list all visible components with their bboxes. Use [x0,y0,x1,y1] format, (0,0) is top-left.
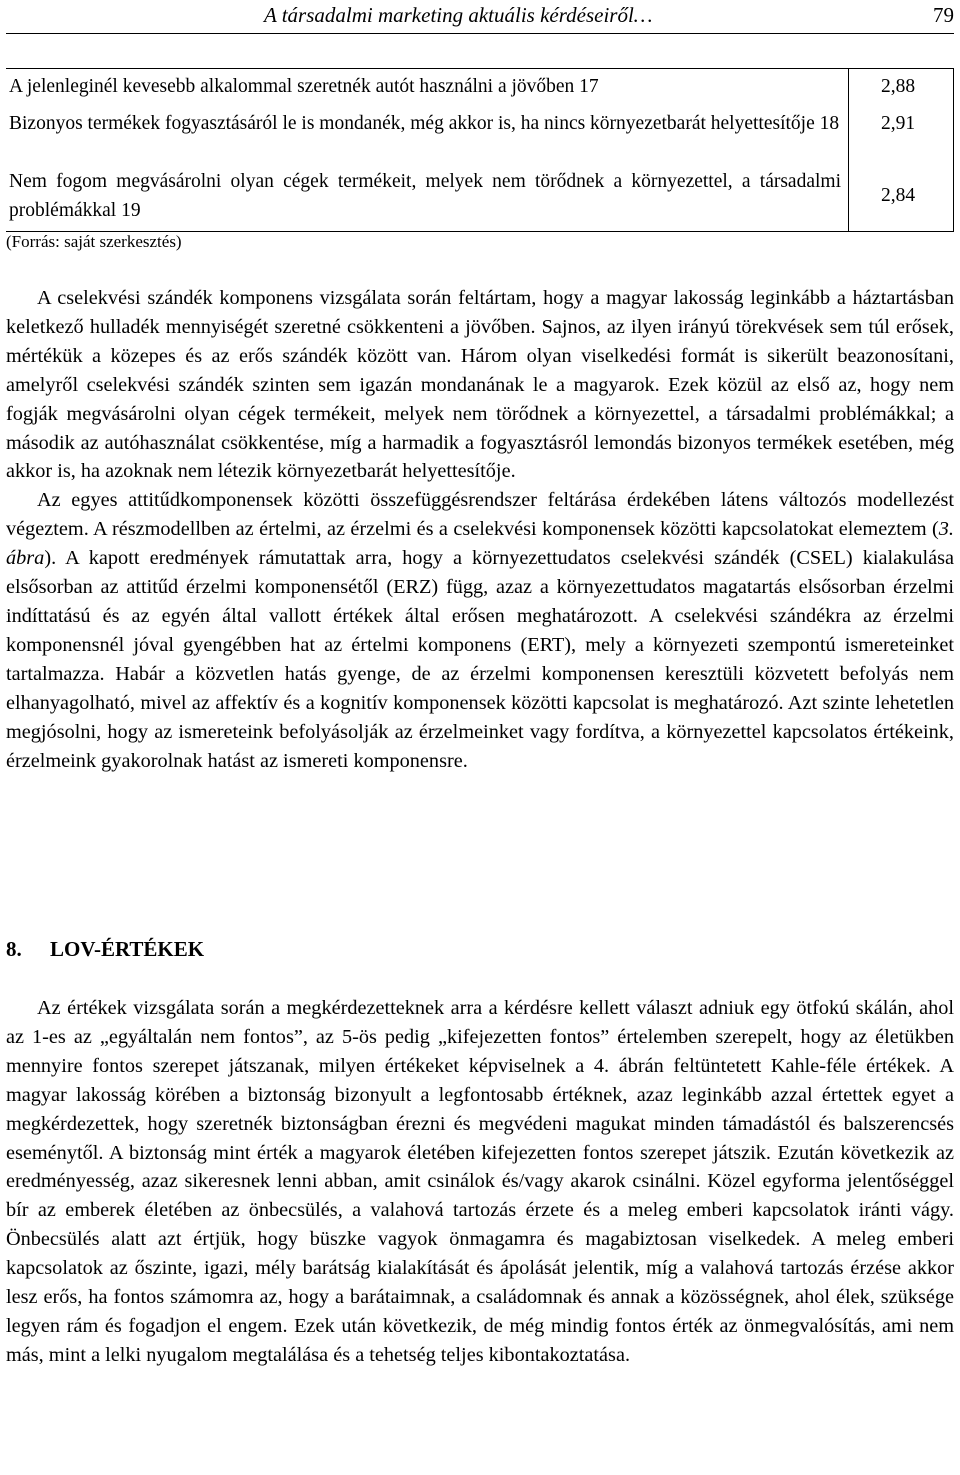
table-row-value: 2,91 [881,113,916,134]
section-number: 8. [6,937,22,961]
table-column-divider [848,69,849,231]
paragraph [6,486,954,775]
section-heading [6,937,204,962]
survey-table [6,68,954,232]
paragraph-part: Az egyes attitűdkomponensek közötti összefüggésrendszer feltárása érdekében látens változós modellezést végeztem. A részmodellben az értelmi, az érzelmi és a cselekvési komponensek közötti kapcsolatokat elemeztem ( [6,489,954,541]
table-source: (Forrás: saját szerkesztés) [6,232,182,251]
figure-reference: 3. ábra [6,518,954,570]
body-text-bottom [6,994,954,1370]
paragraph: Az értékek vizsgálata során a megkérdezetteknek arra a kérdésre kellett választ adniuk egy ötfokú skálán, ahol az 1-es az „egyáltalán nem fontos”, az 5-ös pedig „kifejezetten fontos” értelemben szerepelt, hogy az életükben mennyire fontos szerepet játszanak, milyen értékeket képviselnek a 4. ábrán feltüntetett Kahle-féle értékek. A magyar lakosság körében a biztonság bizonyult a legfontosabb értéknek, azaz leginkább azzal értettek egyet a megkérdezettek, hogy szeretnék biztonságban érezni és megvédeni magukat minden támadástól és balszerencsés eseménytől. A biztonság mint érték a magyarok életében kifejezetten fontos szerepet játszik. Ezután következik az eredményesség, azaz sikeresnek lenni abban, amit csinálok és/vagy akarok csinálni. Közel egyforma jelentőséggel bír az emberek életében az önbecsülés, a valahová tartozás érzete és a meleg emberi kapcsolatok iránti vágy. Önbecsülés alatt azt értjük, hogy büszke vagyok önmagamra és magabiztosan viselkedek. A meleg emberi kapcsolatok az őszinte, igazi, mély barátság kialakítását és ápolását jelentik, míg a valahová tartozás érzése akkor lesz erős, ha fontos számomra az, hogy a barátaimnak, a családomnak és annak a közösségnek, ahol élek, szüksége legyen rám és fogadjon el engem. Ezek után következik, de még mindig fontos érték az önmegvalósítás, ami nem más, mint a lelki nyugalom megtalálása és a tehetség teljes kibontakoztatása. [6,997,954,1366]
table-row-value: 2,84 [881,185,916,206]
paragraph: A cselekvési szándék komponens vizsgálata során feltártam, hogy a magyar lakosság leginkább a háztartásban keletkező hulladék mennyiségét szeretné csökkenteni a jövőben. Sajnos, az ilyen irányú törekvések sem túl erősek, mértékük a közepes és az erős szándék között van. Három olyan viselkedési formát is sikerült beazonosítani, amelyről cselekvési szándék szinten sem igazán mondanának le a magyarok. Ezek közül az első az, hogy nem fogják megvásárolni olyan cégek termékeit, melyek nem törődnek a környezettel, a társadalmi problémákkal; a második az autóhasználat csökkentése, míg a harmadik a fogyasztásról lemondás bizonyos termékek esetében, még akkor is, ha azoknak nem létezik környezetbarát helyettesítője. [6,287,954,483]
section-title: LOV-ÉRTÉKEK [50,937,205,961]
table-row-label: Bizonyos termékek fogyasztásáról le is mondanék, még akkor is, ha nincs környezetbarát helyettesítője 18 [9,113,840,134]
paragraph-part: ). A kapott eredmények rámutattak arra, hogy a környezettudatos cselekvési szándék (CSEL) kialakulása elsősorban az attitűd érzelmi komponensétől (ERZ) függ, azaz a környezettudatos magatartás elsősorban érzelmi indíttatású és az egyén által vallott értékek által erősen meghatározott. A cselekvési szándékra az érzelmi komponensnél jóval gyengébben hat az értelmi komponens (ERT), mely a környezeti szempontú ismereteinket tartalmazza. Habár a közvetlen hatás gyenge, de az érzelmi komponensen keresztüli közvetett befolyás nem elhanyagolható, mivel az affektív és a kognitív komponensek közötti kapcsolat is meghatározó. Azt szinte lehetetlen megjósolni, hogy az ismereteink befolyásolják az érzelmeinket vagy fordítva, a környezettel kapcsolatos értékeink, érzelmeink gyakorolnak hatást az ismereti komponensre. [6,547,954,772]
table-right-border [953,69,954,231]
table-row-value: 2,88 [881,76,916,97]
table-row-label: A jelenleginél kevesebb alkalommal szeretnék autót használni a jövőben 17 [9,76,599,97]
page-number: 79 [933,3,954,27]
table-row-label: Nem fogom megvásárolni olyan cégek termékeit, melyek nem törődnek a környezettel, a társadalmi problémákkal 19 [9,171,841,221]
running-title: A társadalmi marketing aktuális kérdéseiről… [264,3,653,27]
body-text-top [6,284,954,775]
running-header [6,0,954,34]
